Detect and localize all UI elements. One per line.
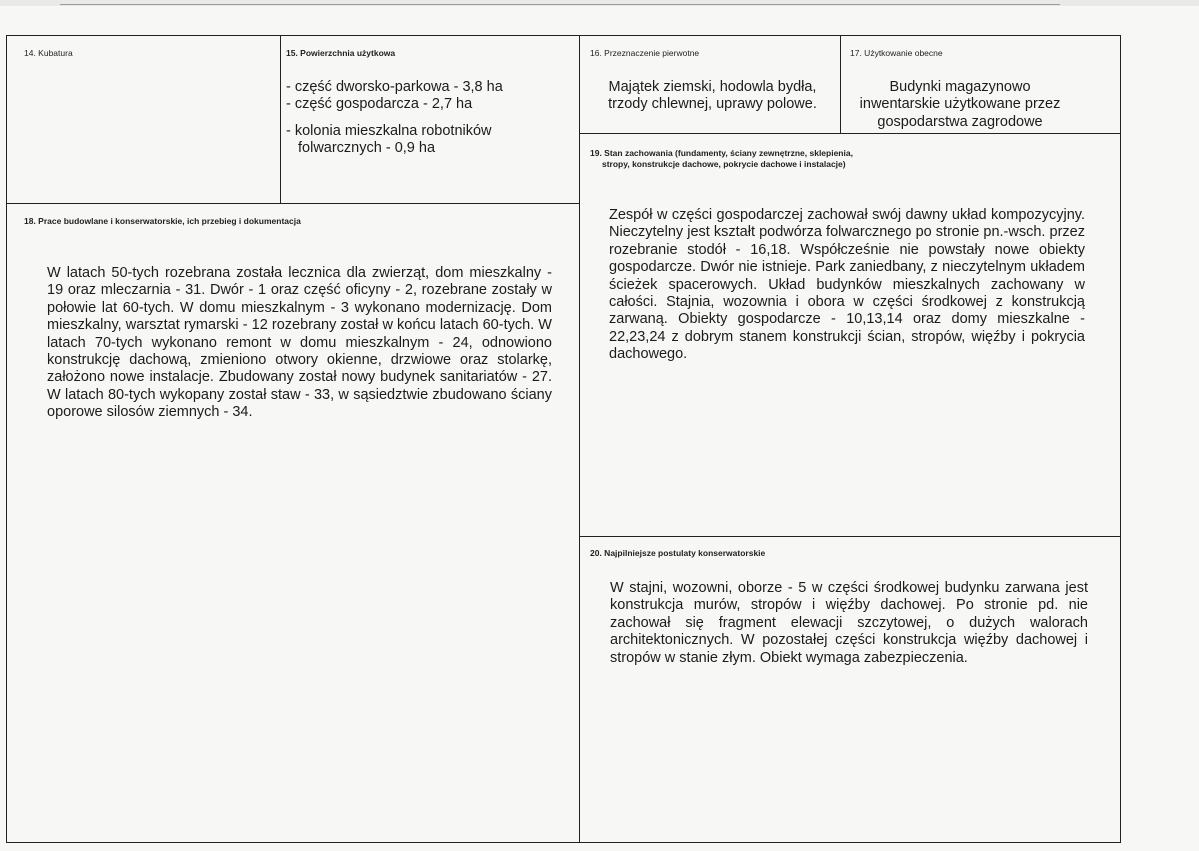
page-edge [0,0,1199,6]
field-18 [24,216,564,227]
divider-section20 [579,536,1121,537]
top-rule [60,4,1060,5]
field-14 [24,48,274,59]
area-line: - część gospodarcza - 2,7 ha [286,96,473,113]
field-17-value: Budynki magazynowo inwentarskie użytkowane przez gospodarstwa zagrodowe [859,79,1061,130]
field-17-label: 17. Użytkowanie obecne [850,48,943,58]
divider-center [579,35,580,843]
field-18-label: 18. Prace budowlane i konserwatorskie, ich przebieg i dokumentacja [24,216,301,226]
divider-row1-right [579,133,1121,134]
field-19 [590,148,1115,170]
field-20-text: W stajni, wozowni, oborze - 5 w części środkowej budynku zarwana jest konstrukcja murów, stropów i więźby dachowej. Po stronie pd. nie zachował się fragment elewacji szczytowej, o dużych walorach architektonicznych. W pozostałej części konstrukcja więźby dachowej i stropów w stanie złym. Obiekt wymaga zabezpieczenia. [610,580,1088,666]
field-15-label: 15. Powierzchnia użytkowa [286,48,396,58]
field-17 [850,48,1115,131]
field-20-label: 20. Najpilniejsze postulaty konserwatorskie [590,548,766,558]
field-16-label: 16. Przeznaczenie pierwotne [590,48,700,58]
field-15 [286,48,574,158]
field-16 [590,48,835,114]
field-19-text: Zespół w części gospodarczej zachował swój dawny układ kompozycyjny. Nieczytelny jest kształt podwórza folwarcznego po stronie pn.-wsch. przez rozebranie stodół - 16,18. Współcześnie nie powstały nowe obiekty gospodarcze. Dwór nie istnieje. Park zaniedbany, z nieczytelnym układem ścieżek spacerowych. Układ budynków mieszkalnych zachowany w całości. Stajnia, wozownia i obora w części środkowej z konstrukcją zarwaną. Obiekty gospodarcze - 10,13,14 oraz domy mieszkalne - 22,23,24 z dobrym stanem konstrukcji ścian, stropów, więźby i pokrycia dachowego. [609,207,1085,363]
field-20 [590,548,1115,559]
area-line: - kolonia mieszkalna robotników [286,122,492,139]
area-line: folwarcznych - 0,9 ha [298,140,436,157]
area-line: - część dworsko-parkowa - 3,8 ha [286,79,503,95]
divider-row1-left [6,203,579,204]
field-16-value: Majątek ziemski, hodowla bydła, trzody chlewnej, uprawy polowe. [608,79,817,113]
divider-col-14-15 [280,35,281,203]
field-18-text: W latach 50-tych rozebrana została lecznica dla zwierząt, dom mieszkalny - 19 oraz mleczarnia - 31. Dwór - 1 oraz część oficyny - 2, rozebrane zostały w połowie lat 60-tych. W domu mieszkalnym - 3 wykonano modernizację. Dom mieszkalny, warsztat rymarski - 12 rozebrany został w końcu latach 60-tych. W latach 70-tych wykonano remont w domu mieszkalnym - 24, odnowiono konstrukcję dachową, zmieniono otwory okienne, drzwiowe oraz stolarkę, założono nowe instalacje. Zbudowany został nowy budynek sanitariatów - 27. W latach 80-tych wykopany został staw - 33, w sąsiedztwie zbudowano ściany oporowe silosów ziemnych - 34. [47,265,552,421]
field-14-label: 14. Kubatura [24,48,73,58]
field-19-label: 19. Stan zachowania (fundamenty, ściany zewnętrzne, sklepienia, stropy, konstrukcje dachowe, pokrycie dachowe i instalacje) [590,148,853,169]
field-15-value [286,79,574,158]
divider-col-16-17 [840,35,841,133]
